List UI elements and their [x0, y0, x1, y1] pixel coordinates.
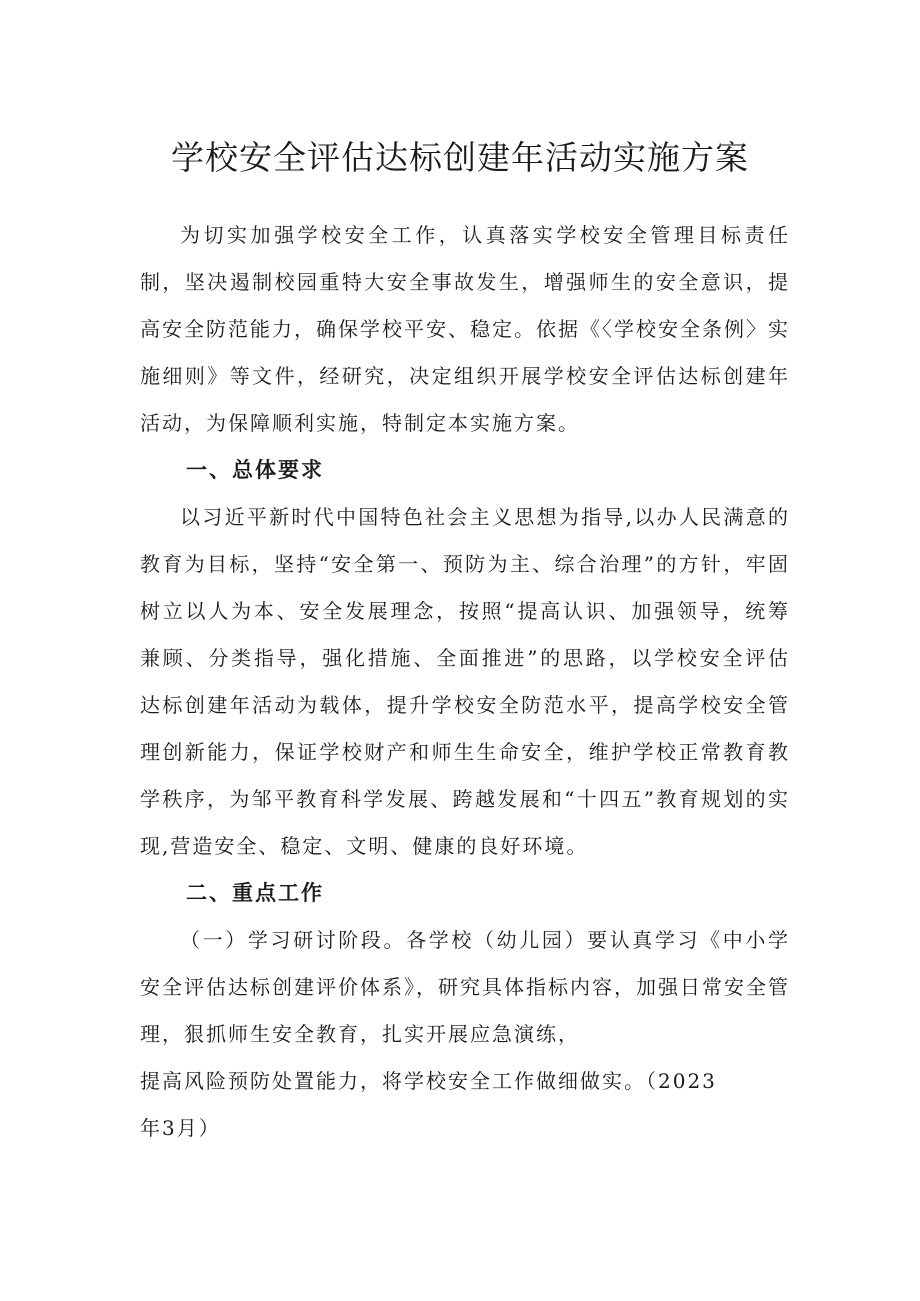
intro-paragraph: 为切实加强学校安全工作，认真落实学校安全管理目标责任制，坚决遏制校园重特大安全事故发生，增强师生的安全意识，提高安全防范能力，确保学校平安、稳定。依据《〈学校安全条例〉实施细则》等文件，经研究，决定组织开展学校安全评估达标创建年活动，为保障顺利实施，特制定本实施方案。: [140, 223, 790, 435]
key-work-paragraph: （一）学习研讨阶段。各学校（幼儿园）要认真学习《中小学安全评估达标创建评价体系》，研究具体指标内容，加强日常安全管理，狠抓师生安全教育，扎实开展应急演练，: [140, 928, 790, 1046]
section-heading-general-requirements: 一、总体要求: [186, 458, 324, 482]
section-heading-key-work: 二、重点工作: [186, 881, 324, 905]
key-work-paragraph-date: 年3月）: [140, 1116, 221, 1140]
general-requirements-paragraph: 以习近平新时代中国特色社会主义思想为指导,以办人民满意的教育为目标，坚持“安全第一、预防为主、综合治理”的方针，牢固树立以人为本、安全发展理念，按照“提高认识、加强领导，统筹兼顾、分类指导，强化措施、全面推进”的思路，以学校安全评估达标创建年活动为载体，提升学校安全防范水平，提高学校安全管理创新能力，保证学校财产和师生生命安全，维护学校正常教育教学秩序，为邹平教育科学发展、跨越发展和“十四五”教育规划的实现,营造安全、稳定、文明、健康的良好环境。: [140, 505, 790, 858]
key-work-paragraph-continued: 提高风险预防处置能力，将学校安全工作做细做实。（2023: [140, 1069, 717, 1093]
document-body: [140, 212, 790, 1152]
document-title: 学校安全评估达标创建年活动实施方案: [171, 138, 749, 177]
